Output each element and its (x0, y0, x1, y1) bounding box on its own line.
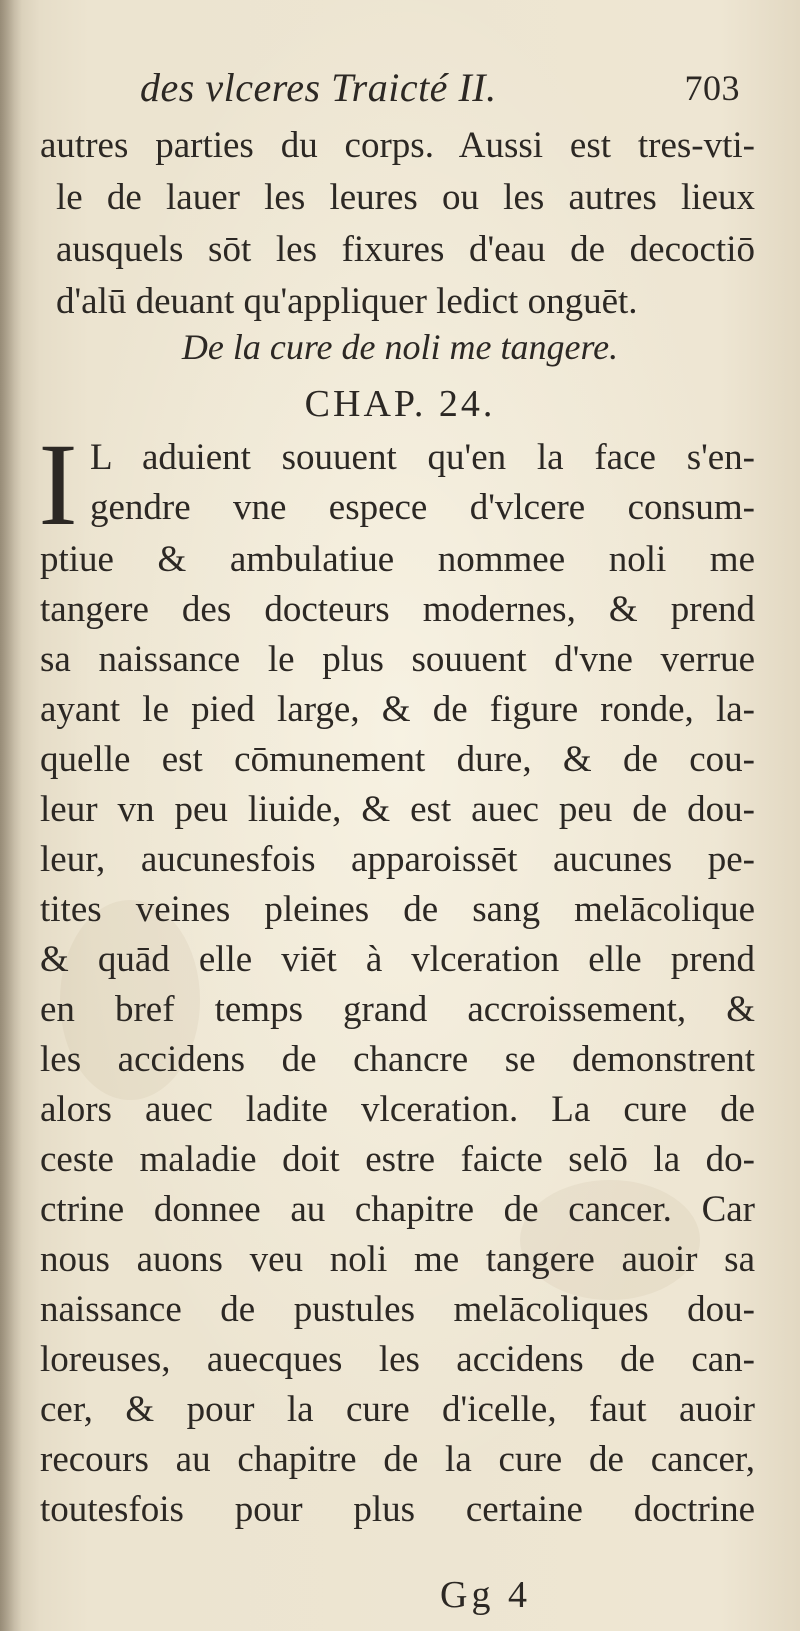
text-line: ausquels sōt les fixures d'eau de decoctiō (56, 229, 755, 270)
text-line: sa naissance le plus souuent d'vne verrue (40, 639, 755, 680)
text-line: tangere des docteurs modernes, & prend (40, 589, 755, 630)
text-line: L aduient souuent qu'en la face s'en- (90, 437, 755, 478)
text-line: cer, & pour la cure d'icelle, faut auoir (40, 1389, 755, 1430)
drop-cap: I (38, 419, 78, 550)
text-line: leur vn peu liuide, & est auec peu de dou- (40, 789, 755, 830)
section-title: De la cure de noli me tangere. (181, 327, 619, 367)
text-line: gendre vne espece d'vlcere consum- (90, 487, 755, 528)
page-number: 703 (684, 68, 740, 108)
text-line: d'alū deuant qu'appliquer ledict onguēt. (56, 281, 638, 322)
text-line: tites veines pleines de sang melācolique (40, 889, 755, 930)
catchword-signature: Gg 4 (440, 1574, 531, 1616)
text-line: leur, aucunesfois apparoissēt aucunes pe- (40, 839, 755, 880)
text-line: ptiue & ambulatiue nommee noli me (40, 539, 755, 580)
running-head (140, 62, 740, 114)
text-line: alors auec ladite vlceration. La cure de (40, 1089, 755, 1130)
text-line: les accidens de chancre se demonstrent (40, 1039, 755, 1080)
running-head-title: des vlceres Traicté II. (140, 65, 497, 110)
text-line: autres parties du corps. Aussi est tres-vti- (40, 125, 755, 166)
text-line: le de lauer les leures ou les autres lieux (56, 177, 755, 218)
text-line: ayant le pied large, & de figure ronde, la- (40, 689, 755, 730)
text-line: & quād elle viēt à vlceration elle prend (40, 939, 755, 980)
text-line: naissance de pustules melācoliques dou- (40, 1289, 755, 1330)
chapter-heading: CHAP. 24. (304, 383, 496, 425)
text-line: quelle est cōmunement dure, & de cou- (40, 739, 755, 780)
text-line: toutesfois pour plus certaine doctrine (40, 1489, 755, 1530)
gutter-shadow (0, 0, 22, 1631)
text-line: loreuses, auecques les accidens de can- (40, 1339, 755, 1380)
text-line: nous auons veu noli me tangere auoir sa (40, 1239, 755, 1280)
text-line: ceste maladie doit estre faicte selō la do- (40, 1139, 755, 1180)
text-line: recours au chapitre de la cure de cancer, (40, 1439, 755, 1480)
text-line: ctrine donnee au chapitre de cancer. Car (40, 1189, 755, 1230)
text-line: en bref temps grand accroissement, & (40, 989, 755, 1030)
